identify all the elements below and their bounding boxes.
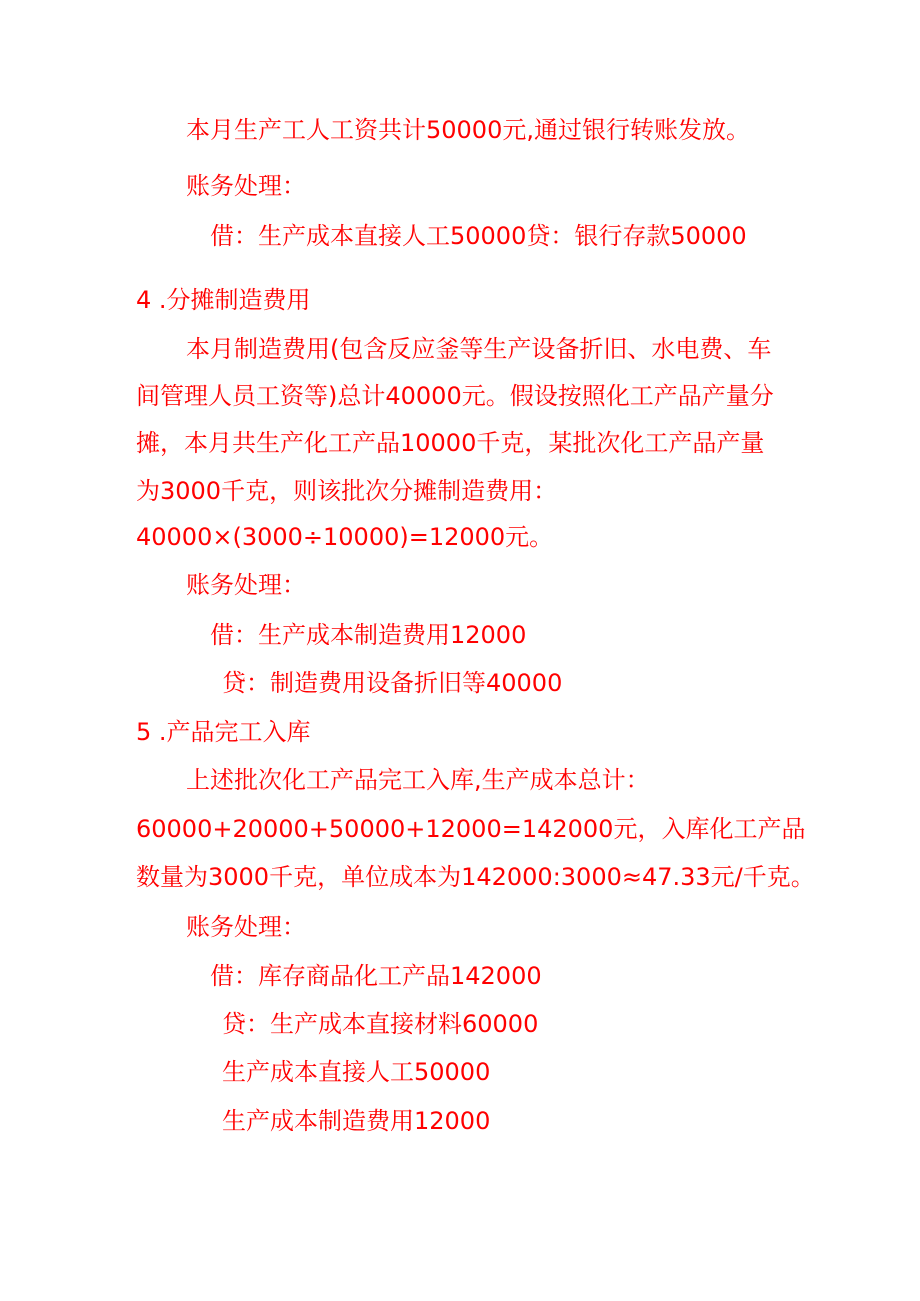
section4-credit: 贷：制造费用设备折旧等40000 (222, 669, 563, 697)
section3-intro: 本月生产工人工资共计50000元,通过银行转账发放。 (186, 116, 750, 144)
section5-heading: 5 .产品完工入库 (136, 718, 311, 746)
section5-credit-line-1: 贷：生产成本直接材料60000 (222, 1010, 539, 1038)
section4-para-line-1: 本月制造费用(包含反应釜等生产设备折旧、水电费、车 (186, 335, 772, 363)
section5-para-line-2: 60000+20000+50000+12000=142000元，入库化工产品 (136, 815, 806, 843)
section4-para-line-4: 为3000千克，则该批次分摊制造费用： (136, 477, 558, 505)
section4-para-line-2: 间管理人员工资等)总计40000元。假设按照化工产品产量分 (136, 382, 774, 410)
section3-entry-title: 账务处理： (186, 172, 306, 200)
section4-para-line-5: 40000×(3000÷10000)=12000元。 (136, 523, 554, 551)
section5-para-line-3: 数量为3000千克，单位成本为142000:3000≈47.33元/千克。 (136, 863, 815, 891)
section4-para-line-3: 摊，本月共生产化工产品10000千克，某批次化工产品产量 (136, 429, 765, 457)
section5-debit: 借：库存商品化工产品142000 (210, 962, 542, 990)
section5-credit-line-2: 生产成本直接人工50000 (222, 1058, 491, 1086)
section4-heading: 4 .分摊制造费用 (136, 286, 311, 314)
section3-entry-line: 借：生产成本直接人工50000贷：银行存款50000 (210, 222, 747, 250)
section5-credit-line-3: 生产成本制造费用12000 (222, 1107, 491, 1135)
section5-entry-title: 账务处理： (186, 913, 306, 941)
section4-debit: 借：生产成本制造费用12000 (210, 621, 527, 649)
section4-entry-title: 账务处理： (186, 571, 306, 599)
section5-para-line-1: 上述批次化工产品完工入库,生产成本总计： (186, 766, 650, 794)
